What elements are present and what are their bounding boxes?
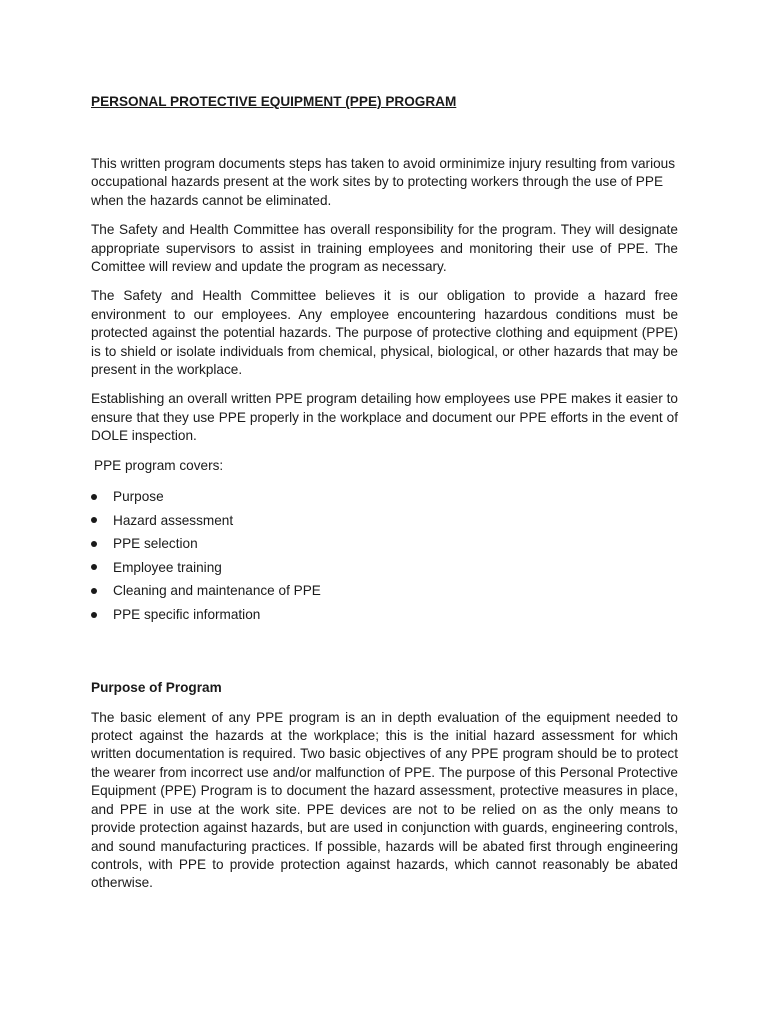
written-program-paragraph: Establishing an overall written PPE program detailing how employees use PPE makes it easier to ensure that they use PPE properly in the workplace and document our PPE efforts in the event of DOLE inspection.: [91, 391, 678, 444]
document-title: PERSONAL PROTECTIVE EQUIPMENT (PPE) PROGRAM: [91, 94, 457, 109]
list-item: [91, 485, 678, 509]
covers-list: [91, 485, 678, 627]
purpose-heading: Purpose of Program: [91, 679, 222, 695]
list-item-label: PPE specific information: [113, 607, 261, 623]
list-item-label: PPE selection: [113, 536, 198, 552]
obligation-paragraph: The Safety and Health Committee believes it is our obligation to provide a hazard free environment to our employees. Any employee encountering hazardous conditions must be protected against the potential hazards. The purpose of protective clothing and equipment (PPE) is to shield or isolate individuals from chemical, physical, biological, or other hazards that may be present in the workplace.: [91, 288, 678, 378]
document-page: [91, 92, 678, 904]
bullet-icon: [91, 494, 97, 500]
purpose-paragraph: The basic element of any PPE program is an in depth evaluation of the equipment needed to protect against the hazards at the workplace; this is the initial hazard assessment for which written documentation is required. Two basic objectives of any PPE program should be to protect the wearer from incorrect use and/or malfunction of PPE. The purpose of this Personal Protective Equipment (PPE) Program is to document the hazard assessment, protective measures in place, and PPE in use at the work site. PPE devices are not to be relied on as the only means to provide protection against hazards, but are used in conjunction with guards, engineering controls, and sound manufacturing practices. If possible, hazards will be abated first through engineering controls, with PPE to provide protection against hazards, which cannot reasonably be abated otherwise.: [91, 709, 678, 891]
list-item: [91, 556, 678, 580]
bullet-icon: [91, 517, 97, 523]
list-item-label: Cleaning and maintenance of PPE: [113, 583, 321, 599]
bullet-icon: [91, 541, 97, 547]
list-item-label: Purpose: [113, 489, 164, 505]
list-item-label: Hazard assessment: [113, 512, 234, 528]
intro-paragraph: This written program documents steps has taken to avoid orminimize injury resulting from various occupational hazards present at the work sites by to protecting workers through the use of PPE when the hazards cannot be eliminated.: [91, 156, 676, 208]
bullet-icon: [91, 564, 97, 570]
list-item: [91, 579, 678, 603]
list-item-label: Employee training: [113, 559, 222, 575]
covers-label: PPE program covers:: [94, 457, 224, 473]
list-item: [91, 603, 678, 627]
bullet-icon: [91, 588, 97, 594]
list-item: [91, 509, 678, 533]
bullet-icon: [91, 612, 97, 618]
list-item: [91, 532, 678, 556]
responsibility-paragraph: The Safety and Health Committee has overall responsibility for the program. They will designate appropriate supervisors to assist in training employees and monitoring their use of PPE. The Comittee will review and update the program as necessary.: [91, 222, 678, 275]
